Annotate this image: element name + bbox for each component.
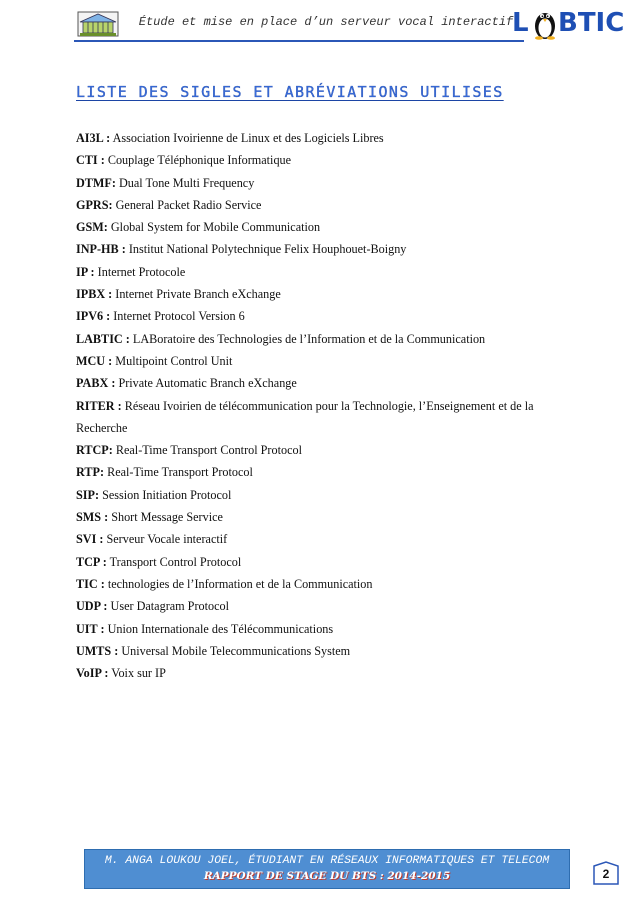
glossary-definition: General Packet Radio Service bbox=[112, 197, 262, 212]
glossary-abbreviation: UIT : bbox=[76, 621, 105, 636]
glossary-abbreviation: RTP: bbox=[76, 465, 105, 480]
glossary-entry bbox=[76, 350, 576, 372]
glossary-entry bbox=[76, 372, 576, 394]
glossary-entry bbox=[76, 261, 576, 283]
glossary-entry bbox=[76, 328, 576, 350]
glossary-abbreviation: TIC : bbox=[76, 576, 105, 591]
glossary-abbreviation: SVI : bbox=[76, 532, 104, 547]
glossary-definition: Internet Private Branch eXchange bbox=[112, 287, 281, 302]
glossary-entry bbox=[76, 216, 576, 238]
glossary-entry bbox=[76, 461, 576, 483]
glossary-entry bbox=[76, 305, 576, 327]
glossary-entry bbox=[76, 595, 576, 617]
labtic-logo-letter-l: L bbox=[512, 8, 529, 38]
glossary-definition: Réseau Ivoirien de télécommunication pour la Technologie, l’Enseignement et de la Recherche bbox=[76, 398, 534, 435]
glossary-abbreviation: UDP : bbox=[76, 599, 108, 614]
glossary-entry bbox=[76, 573, 576, 595]
glossary-entry bbox=[76, 238, 576, 260]
glossary-entry bbox=[76, 439, 576, 461]
glossary-entry bbox=[76, 194, 576, 216]
footer-banner bbox=[84, 849, 570, 889]
glossary-abbreviation: RITER : bbox=[76, 398, 122, 413]
glossary-definition: Session Initiation Protocol bbox=[99, 487, 232, 502]
glossary-abbreviation: RTCP: bbox=[76, 443, 113, 458]
page-number: 2 bbox=[602, 867, 610, 881]
glossary-abbreviation: LABTIC : bbox=[76, 331, 130, 346]
glossary-entry bbox=[76, 506, 576, 528]
glossary-definition: technologies de l’Information et de la Communication bbox=[104, 576, 373, 591]
glossary-definition: Couplage Téléphonique Informatique bbox=[104, 153, 292, 168]
glossary-definition: Union Internationale des Télécommunications bbox=[104, 621, 334, 636]
glossary-entry bbox=[76, 528, 576, 550]
glossary-abbreviation: IPBX : bbox=[76, 287, 113, 302]
glossary-definition: Short Message Service bbox=[108, 510, 223, 525]
glossary-abbreviation: UMTS : bbox=[76, 643, 119, 658]
glossary-entry bbox=[76, 484, 576, 506]
penguin-icon bbox=[532, 6, 558, 40]
footer-author-line: M. ANGA LOUKOU JOEL, ÉTUDIANT EN RÉSEAUX INFORMATIQUES ET TELECOM bbox=[104, 855, 550, 867]
glossary-abbreviation: AI3L : bbox=[76, 131, 111, 145]
glossary-definition: LABoratoire des Technologies de l’Information et de la Communication bbox=[129, 331, 486, 346]
glossary-abbreviation: GPRS: bbox=[76, 197, 113, 212]
glossary-definition: Institut National Polytechnique Felix Houphouet-Boigny bbox=[125, 242, 407, 257]
glossary-abbreviation: GSM: bbox=[76, 220, 108, 235]
page-header bbox=[0, 0, 638, 50]
glossary-definition: Real-Time Transport Protocol bbox=[104, 465, 253, 480]
glossary-definition: Internet Protocole bbox=[94, 264, 186, 279]
glossary-abbreviation: INP-HB : bbox=[76, 242, 126, 257]
glossary-entry bbox=[76, 395, 576, 440]
glossary-abbreviation: TCP : bbox=[76, 554, 107, 569]
glossary-definition: Association Ivoirienne de Linux et des Logiciels Libres bbox=[110, 131, 384, 145]
glossary-entry bbox=[76, 551, 576, 573]
glossary-entry bbox=[76, 127, 576, 149]
header-rule bbox=[74, 40, 524, 42]
glossary-abbreviation: IPV6 : bbox=[76, 309, 111, 324]
glossary-definition: Dual Tone Multi Frequency bbox=[115, 175, 255, 190]
glossary-definition: Global System for Mobile Communication bbox=[107, 220, 321, 235]
page-title: LISTE DES SIGLES ET ABRÉVIATIONS UTILISES bbox=[76, 83, 504, 101]
glossary-definition: Private Automatic Branch eXchange bbox=[115, 376, 297, 391]
glossary-definition: Transport Control Protocol bbox=[106, 554, 242, 569]
glossary-definition: User Datagram Protocol bbox=[107, 599, 229, 614]
glossary-entry bbox=[76, 172, 576, 194]
glossary-abbreviation: SIP: bbox=[76, 487, 100, 502]
glossary-abbreviation: SMS : bbox=[76, 510, 109, 525]
glossary-definition: Multipoint Control Unit bbox=[112, 353, 233, 368]
glossary-definition: Universal Mobile Telecommunications System bbox=[118, 643, 351, 658]
glossary-abbreviation: VoIP : bbox=[76, 666, 109, 681]
header-title: Étude et mise en place d’un serveur vocal interactif bbox=[138, 15, 514, 29]
glossary-abbreviation: IP : bbox=[76, 264, 95, 279]
glossary-abbreviation: MCU : bbox=[76, 353, 113, 368]
glossary-entry bbox=[76, 283, 576, 305]
glossary-definition: Voix sur IP bbox=[108, 666, 166, 681]
glossary-definition: Internet Protocol Version 6 bbox=[110, 309, 245, 324]
glossary-entry bbox=[76, 640, 576, 662]
glossary-abbreviation: CTI : bbox=[76, 153, 105, 168]
building-logo-icon bbox=[74, 10, 124, 40]
glossary-abbreviation: PABX : bbox=[76, 376, 116, 391]
glossary-entry bbox=[76, 662, 576, 684]
glossary-entry bbox=[76, 149, 576, 171]
glossary-abbreviation: DTMF: bbox=[76, 175, 116, 190]
glossary-entry bbox=[76, 618, 576, 640]
labtic-logo-letters: BTIC bbox=[558, 8, 625, 38]
glossary-definition: Real-Time Transport Control Protocol bbox=[112, 443, 302, 458]
footer-report-line: RAPPORT DE STAGE DU BTS : 2014-2015 bbox=[203, 870, 451, 882]
labtic-logo bbox=[512, 4, 625, 46]
glossary-list bbox=[76, 127, 576, 684]
glossary-definition: Serveur Vocale interactif bbox=[103, 532, 228, 547]
